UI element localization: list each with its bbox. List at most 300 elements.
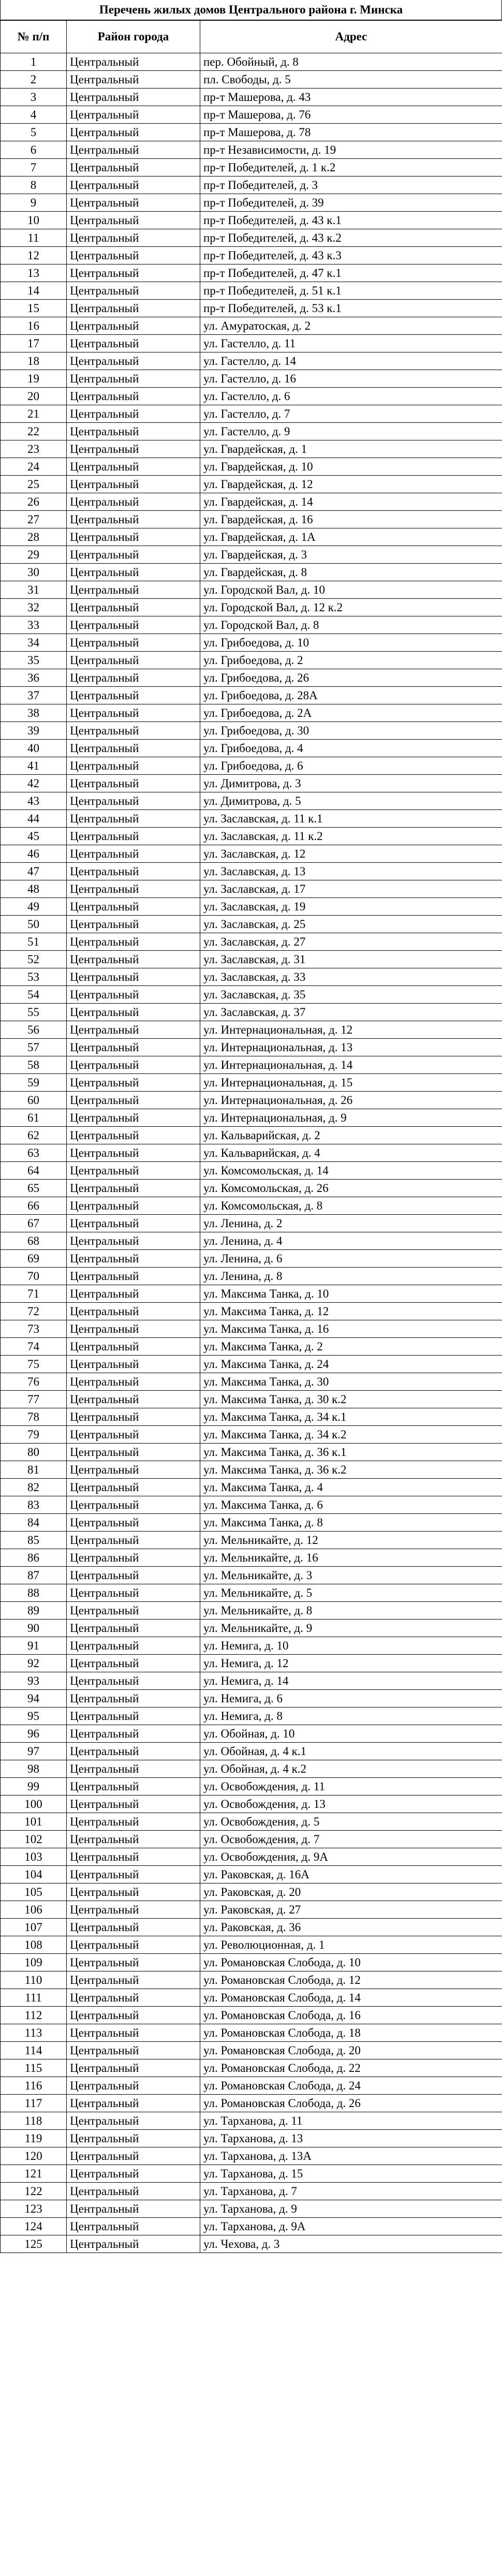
row-number: 100 <box>1 1795 67 1813</box>
table-row <box>1 1901 502 1919</box>
row-number: 25 <box>1 476 67 493</box>
table-row <box>1 1690 502 1707</box>
table-row <box>1 1567 502 1584</box>
row-address: пр-т Победителей, д. 53 к.1 <box>200 300 502 317</box>
table-row <box>1 634 502 652</box>
row-address: ул. Интернациональная, д. 12 <box>200 1021 502 1039</box>
table-row <box>1 53 502 71</box>
row-number: 122 <box>1 2183 67 2200</box>
table-row <box>1 2147 502 2165</box>
row-district: Центральный <box>67 1707 200 1725</box>
table-row <box>1 581 502 599</box>
row-address: ул. Заславская, д. 11 к.2 <box>200 828 502 845</box>
row-number: 74 <box>1 1338 67 1356</box>
row-address: ул. Гвардейская, д. 10 <box>200 458 502 476</box>
row-address: ул. Тарханова, д. 13 <box>200 2130 502 2147</box>
row-address: ул. Димитрова, д. 5 <box>200 792 502 810</box>
row-number: 21 <box>1 405 67 423</box>
row-district: Центральный <box>67 2077 200 2095</box>
row-district: Центральный <box>67 1162 200 1180</box>
row-number: 53 <box>1 968 67 986</box>
row-district: Центральный <box>67 1655 200 1672</box>
row-district: Центральный <box>67 581 200 599</box>
row-number: 31 <box>1 581 67 599</box>
table-row <box>1 458 502 476</box>
row-number: 28 <box>1 528 67 546</box>
row-address: ул. Грибоедова, д. 6 <box>200 757 502 775</box>
row-address: ул. Максима Танка, д. 6 <box>200 1496 502 1514</box>
row-district: Центральный <box>67 1303 200 1320</box>
row-address: ул. Гвардейская, д. 1 <box>200 440 502 458</box>
table-row <box>1 1971 502 1989</box>
table-row <box>1 440 502 458</box>
table-row <box>1 176 502 194</box>
row-address: ул. Городской Вал, д. 8 <box>200 616 502 634</box>
row-address: ул. Немига, д. 10 <box>200 1637 502 1655</box>
table-row <box>1 264 502 282</box>
table-row <box>1 1092 502 1109</box>
table-row <box>1 1127 502 1144</box>
row-number: 17 <box>1 335 67 352</box>
table-row <box>1 1144 502 1162</box>
row-district: Центральный <box>67 828 200 845</box>
row-number: 41 <box>1 757 67 775</box>
row-district: Центральный <box>67 1268 200 1285</box>
table-row <box>1 71 502 89</box>
row-district: Центральный <box>67 2024 200 2042</box>
row-number: 39 <box>1 722 67 740</box>
table-row <box>1 1883 502 1901</box>
row-address: ул. Романовская Слобода, д. 18 <box>200 2024 502 2042</box>
row-number: 82 <box>1 1479 67 1496</box>
table-row <box>1 2077 502 2095</box>
row-number: 65 <box>1 1180 67 1197</box>
row-number: 73 <box>1 1320 67 1338</box>
row-number: 5 <box>1 124 67 141</box>
row-address: ул. Грибоедова, д. 4 <box>200 740 502 757</box>
row-address: ул. Романовская Слобода, д. 14 <box>200 1989 502 2007</box>
row-district: Центральный <box>67 1039 200 1056</box>
row-district: Центральный <box>67 1250 200 1268</box>
table-row <box>1 1831 502 1848</box>
row-district: Центральный <box>67 124 200 141</box>
row-district: Центральный <box>67 1831 200 1848</box>
row-district: Центральный <box>67 1408 200 1426</box>
row-number: 48 <box>1 880 67 898</box>
row-district: Центральный <box>67 1320 200 1338</box>
table-row <box>1 1039 502 1056</box>
row-number: 123 <box>1 2200 67 2218</box>
table-row <box>1 1936 502 1954</box>
row-number: 7 <box>1 159 67 176</box>
table-row <box>1 229 502 247</box>
row-address: ул. Мельникайте, д. 5 <box>200 1584 502 1602</box>
row-number: 14 <box>1 282 67 300</box>
row-address: ул. Тарханова, д. 11 <box>200 2112 502 2130</box>
row-district: Центральный <box>67 458 200 476</box>
table-row <box>1 1795 502 1813</box>
row-district: Центральный <box>67 194 200 212</box>
row-district: Центральный <box>67 317 200 335</box>
table-row <box>1 2024 502 2042</box>
table-row <box>1 1778 502 1795</box>
row-district: Центральный <box>67 1813 200 1831</box>
row-district: Центральный <box>67 1620 200 1637</box>
row-district: Центральный <box>67 1514 200 1532</box>
row-address: ул. Немига, д. 14 <box>200 1672 502 1690</box>
row-address: ул. Грибоедова, д. 28А <box>200 687 502 704</box>
row-district: Центральный <box>67 845 200 863</box>
table-row <box>1 1021 502 1039</box>
row-number: 72 <box>1 1303 67 1320</box>
row-number: 56 <box>1 1021 67 1039</box>
row-district: Центральный <box>67 335 200 352</box>
row-district: Центральный <box>67 2059 200 2077</box>
header-number: № п/п <box>1 21 67 53</box>
row-district: Центральный <box>67 1848 200 1866</box>
row-number: 3 <box>1 89 67 106</box>
table-row <box>1 476 502 493</box>
row-number: 45 <box>1 828 67 845</box>
row-address: пр-т Победителей, д. 1 к.2 <box>200 159 502 176</box>
row-number: 20 <box>1 388 67 405</box>
row-address: пр-т Машерова, д. 76 <box>200 106 502 124</box>
row-address: ул. Немига, д. 8 <box>200 1707 502 1725</box>
row-address: ул. Интернациональная, д. 14 <box>200 1056 502 1074</box>
row-district: Центральный <box>67 1971 200 1989</box>
row-address: пр-т Машерова, д. 43 <box>200 89 502 106</box>
row-number: 79 <box>1 1426 67 1444</box>
row-number: 104 <box>1 1866 67 1883</box>
row-address: ул. Кальварийская, д. 4 <box>200 1144 502 1162</box>
row-number: 51 <box>1 933 67 951</box>
table-row <box>1 1637 502 1655</box>
row-number: 88 <box>1 1584 67 1602</box>
row-number: 15 <box>1 300 67 317</box>
row-address: ул. Раковская, д. 20 <box>200 1883 502 1901</box>
row-address: ул. Заславская, д. 31 <box>200 951 502 968</box>
row-district: Центральный <box>67 1197 200 1215</box>
table-row <box>1 704 502 722</box>
row-number: 84 <box>1 1514 67 1532</box>
table-row <box>1 2007 502 2024</box>
table-row <box>1 546 502 564</box>
row-address: ул. Заславская, д. 11 к.1 <box>200 810 502 828</box>
row-number: 24 <box>1 458 67 476</box>
row-number: 124 <box>1 2218 67 2235</box>
row-address: ул. Максима Танка, д. 24 <box>200 1356 502 1373</box>
row-number: 70 <box>1 1268 67 1285</box>
row-district: Центральный <box>67 370 200 388</box>
table-row <box>1 1285 502 1303</box>
row-address: ул. Тарханова, д. 9А <box>200 2218 502 2235</box>
table-row <box>1 1444 502 1461</box>
table-row <box>1 511 502 528</box>
row-number: 106 <box>1 1901 67 1919</box>
row-address: ул. Грибоедова, д. 10 <box>200 634 502 652</box>
row-district: Центральный <box>67 1672 200 1690</box>
table-row <box>1 370 502 388</box>
row-district: Центральный <box>67 1567 200 1584</box>
row-district: Центральный <box>67 2218 200 2235</box>
row-address: ул. Максима Танка, д. 12 <box>200 1303 502 1320</box>
row-number: 119 <box>1 2130 67 2147</box>
row-district: Центральный <box>67 405 200 423</box>
row-number: 64 <box>1 1162 67 1180</box>
row-number: 37 <box>1 687 67 704</box>
table-row <box>1 616 502 634</box>
table-row <box>1 2235 502 2253</box>
row-address: ул. Заславская, д. 17 <box>200 880 502 898</box>
table-row <box>1 1250 502 1268</box>
row-address: ул. Ленина, д. 6 <box>200 1250 502 1268</box>
row-district: Центральный <box>67 1936 200 1954</box>
row-number: 114 <box>1 2042 67 2059</box>
row-district: Центральный <box>67 546 200 564</box>
table-row <box>1 1866 502 1883</box>
row-address: ул. Заславская, д. 25 <box>200 916 502 933</box>
row-address: ул. Тарханова, д. 13А <box>200 2147 502 2165</box>
row-district: Центральный <box>67 89 200 106</box>
row-district: Центральный <box>67 1215 200 1232</box>
row-number: 35 <box>1 652 67 669</box>
row-district: Центральный <box>67 1496 200 1514</box>
row-address: ул. Гвардейская, д. 8 <box>200 564 502 581</box>
row-address: ул. Грибоедова, д. 26 <box>200 669 502 687</box>
table-row <box>1 880 502 898</box>
table-row <box>1 775 502 792</box>
row-district: Центральный <box>67 106 200 124</box>
row-address: ул. Тарханова, д. 7 <box>200 2183 502 2200</box>
row-address: ул. Мельникайте, д. 12 <box>200 1532 502 1549</box>
row-number: 95 <box>1 1707 67 1725</box>
row-district: Центральный <box>67 1760 200 1778</box>
table-row <box>1 1408 502 1426</box>
table-row <box>1 1620 502 1637</box>
row-address: пр-т Победителей, д. 43 к.1 <box>200 212 502 229</box>
row-district: Центральный <box>67 1954 200 1971</box>
row-district: Центральный <box>67 212 200 229</box>
row-number: 80 <box>1 1444 67 1461</box>
row-address: ул. Гастелло, д. 7 <box>200 405 502 423</box>
table-row <box>1 2218 502 2235</box>
row-number: 18 <box>1 352 67 370</box>
row-address: ул. Максима Танка, д. 10 <box>200 1285 502 1303</box>
table-row <box>1 2059 502 2077</box>
row-number: 29 <box>1 546 67 564</box>
row-address: ул. Романовская Слобода, д. 24 <box>200 2077 502 2095</box>
row-number: 85 <box>1 1532 67 1549</box>
row-district: Центральный <box>67 687 200 704</box>
row-address: ул. Романовская Слобода, д. 10 <box>200 1954 502 1971</box>
row-address: ул. Заславская, д. 37 <box>200 1004 502 1021</box>
row-address: ул. Амуратоская, д. 2 <box>200 317 502 335</box>
row-district: Центральный <box>67 2095 200 2112</box>
row-address: пр-т Победителей, д. 43 к.2 <box>200 229 502 247</box>
row-address: ул. Романовская Слобода, д. 16 <box>200 2007 502 2024</box>
row-number: 52 <box>1 951 67 968</box>
table-row <box>1 951 502 968</box>
row-number: 71 <box>1 1285 67 1303</box>
row-district: Центральный <box>67 916 200 933</box>
row-number: 34 <box>1 634 67 652</box>
row-address: ул. Гвардейская, д. 14 <box>200 493 502 511</box>
row-number: 121 <box>1 2165 67 2183</box>
row-number: 83 <box>1 1496 67 1514</box>
row-address: ул. Максима Танка, д. 36 к.2 <box>200 1461 502 1479</box>
row-address: ул. Максима Танка, д. 8 <box>200 1514 502 1532</box>
row-address: ул. Раковская, д. 16А <box>200 1866 502 1883</box>
row-address: ул. Ленина, д. 2 <box>200 1215 502 1232</box>
row-address: ул. Обойная, д. 4 к.2 <box>200 1760 502 1778</box>
table-row <box>1 493 502 511</box>
row-address: ул. Романовская Слобода, д. 22 <box>200 2059 502 2077</box>
row-number: 22 <box>1 423 67 440</box>
table-row <box>1 212 502 229</box>
row-number: 58 <box>1 1056 67 1074</box>
row-number: 60 <box>1 1092 67 1109</box>
table-row <box>1 1725 502 1743</box>
row-address: ул. Интернациональная, д. 26 <box>200 1092 502 1109</box>
table-row <box>1 916 502 933</box>
table-row <box>1 247 502 264</box>
table-row <box>1 1655 502 1672</box>
row-address: ул. Интернациональная, д. 15 <box>200 1074 502 1092</box>
row-number: 4 <box>1 106 67 124</box>
row-district: Центральный <box>67 933 200 951</box>
table-body <box>1 53 502 2253</box>
row-address: ул. Максима Танка, д. 2 <box>200 1338 502 1356</box>
row-number: 23 <box>1 440 67 458</box>
row-district: Центральный <box>67 599 200 616</box>
row-district: Центральный <box>67 616 200 634</box>
row-number: 118 <box>1 2112 67 2130</box>
table-row <box>1 2130 502 2147</box>
table-row <box>1 1743 502 1760</box>
row-district: Центральный <box>67 1373 200 1391</box>
row-number: 46 <box>1 845 67 863</box>
row-district: Центральный <box>67 564 200 581</box>
row-number: 120 <box>1 2147 67 2165</box>
row-address: ул. Комсомольская, д. 26 <box>200 1180 502 1197</box>
table-row <box>1 740 502 757</box>
row-number: 90 <box>1 1620 67 1637</box>
table-row <box>1 1532 502 1549</box>
row-district: Центральный <box>67 476 200 493</box>
row-address: ул. Кальварийская, д. 2 <box>200 1127 502 1144</box>
table-row <box>1 1373 502 1391</box>
row-district: Центральный <box>67 1919 200 1936</box>
row-district: Центральный <box>67 1092 200 1109</box>
table-row <box>1 722 502 740</box>
row-number: 13 <box>1 264 67 282</box>
row-number: 69 <box>1 1250 67 1268</box>
table-row <box>1 423 502 440</box>
row-number: 98 <box>1 1760 67 1778</box>
table-row <box>1 1303 502 1320</box>
row-number: 75 <box>1 1356 67 1373</box>
row-number: 40 <box>1 740 67 757</box>
row-number: 32 <box>1 599 67 616</box>
row-address: ул. Гастелло, д. 14 <box>200 352 502 370</box>
row-number: 78 <box>1 1408 67 1426</box>
row-district: Центральный <box>67 1989 200 2007</box>
row-number: 9 <box>1 194 67 212</box>
table-row <box>1 124 502 141</box>
row-district: Центральный <box>67 1004 200 1021</box>
table-row <box>1 1162 502 1180</box>
table-row <box>1 845 502 863</box>
table-row <box>1 1549 502 1567</box>
row-address: ул. Романовская Слобода, д. 12 <box>200 1971 502 1989</box>
row-address: ул. Комсомольская, д. 8 <box>200 1197 502 1215</box>
row-number: 89 <box>1 1602 67 1620</box>
table-row <box>1 159 502 176</box>
row-number: 81 <box>1 1461 67 1479</box>
table-row <box>1 1109 502 1127</box>
row-district: Центральный <box>67 1180 200 1197</box>
row-district: Центральный <box>67 1461 200 1479</box>
row-number: 16 <box>1 317 67 335</box>
row-number: 42 <box>1 775 67 792</box>
row-address: ул. Гастелло, д. 9 <box>200 423 502 440</box>
table-row <box>1 89 502 106</box>
row-address: ул. Мельникайте, д. 8 <box>200 1602 502 1620</box>
row-address: ул. Гастелло, д. 6 <box>200 388 502 405</box>
row-district: Центральный <box>67 1444 200 1461</box>
row-address: ул. Грибоедова, д. 2А <box>200 704 502 722</box>
row-address: пер. Обойный, д. 8 <box>200 53 502 71</box>
table-row <box>1 1197 502 1215</box>
row-district: Центральный <box>67 792 200 810</box>
row-address: пр-т Машерова, д. 78 <box>200 124 502 141</box>
row-number: 109 <box>1 1954 67 1971</box>
row-district: Центральный <box>67 2147 200 2165</box>
row-district: Центральный <box>67 440 200 458</box>
row-address: ул. Обойная, д. 4 к.1 <box>200 1743 502 1760</box>
row-number: 33 <box>1 616 67 634</box>
row-number: 38 <box>1 704 67 722</box>
row-district: Центральный <box>67 1338 200 1356</box>
row-number: 26 <box>1 493 67 511</box>
row-district: Центральный <box>67 951 200 968</box>
table-row <box>1 1074 502 1092</box>
row-address: ул. Интернациональная, д. 9 <box>200 1109 502 1127</box>
row-number: 108 <box>1 1936 67 1954</box>
row-district: Центральный <box>67 388 200 405</box>
row-number: 115 <box>1 2059 67 2077</box>
row-district: Центральный <box>67 757 200 775</box>
row-number: 47 <box>1 863 67 880</box>
row-district: Центральный <box>67 722 200 740</box>
row-number: 11 <box>1 229 67 247</box>
row-district: Центральный <box>67 2007 200 2024</box>
row-district: Центральный <box>67 1725 200 1743</box>
row-address: ул. Грибоедова, д. 30 <box>200 722 502 740</box>
table-row <box>1 1461 502 1479</box>
row-district: Центральный <box>67 1479 200 1496</box>
row-address: ул. Романовская Слобода, д. 20 <box>200 2042 502 2059</box>
row-number: 110 <box>1 1971 67 1989</box>
table-row <box>1 652 502 669</box>
row-district: Центральный <box>67 229 200 247</box>
row-address: ул. Раковская, д. 36 <box>200 1919 502 1936</box>
row-address: ул. Немига, д. 6 <box>200 1690 502 1707</box>
row-district: Центральный <box>67 968 200 986</box>
table-row <box>1 1356 502 1373</box>
row-district: Центральный <box>67 1356 200 1373</box>
row-number: 27 <box>1 511 67 528</box>
